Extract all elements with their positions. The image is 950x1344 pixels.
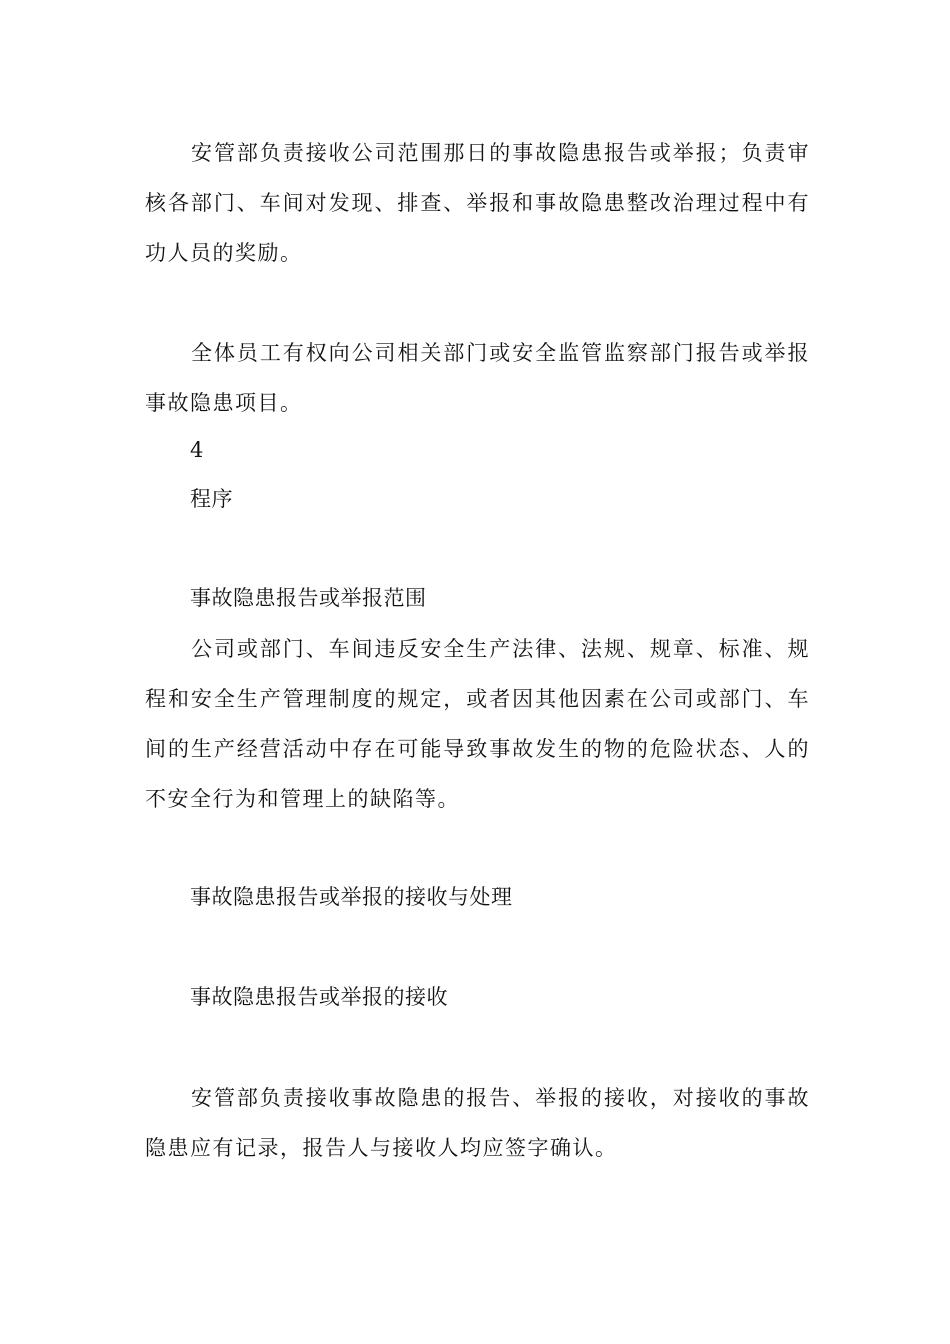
paragraph-receive-procedure: 安管部负责接收事故隐患的报告、举报的接收，对接收的事故隐患应有记录，报告人与接收人均应签字确认。: [145, 1086, 810, 1160]
heading-receive: 事故隐患报告或举报的接收: [190, 985, 448, 1009]
section-title: 程序: [190, 487, 233, 511]
section-number: 4: [190, 438, 204, 462]
paragraph-employee-rights: 全体员工有权向公司相关部门或安全监管监察部门报告或举报事故隐患项目。: [145, 341, 810, 415]
heading-report-scope: 事故隐患报告或举报范围: [190, 586, 427, 610]
paragraph-safety-dept-duties: 安管部负责接收公司范围那日的事故隐患报告或举报；负责审核各部门、车间对发现、排查、举报和事故隐患整改治理过程中有功人员的奖励。: [145, 141, 810, 265]
paragraph-hazard-definition: 公司或部门、车间违反安全生产法律、法规、规章、标准、规程和安全生产管理制度的规定，或者因其他因素在公司或部门、车间的生产经营活动中存在可能导致事故发生的物的危险状态、人的不安全行为和管理上的缺陷等。: [145, 637, 810, 811]
heading-receive-and-handle: 事故隐患报告或举报的接收与处理: [190, 885, 513, 909]
